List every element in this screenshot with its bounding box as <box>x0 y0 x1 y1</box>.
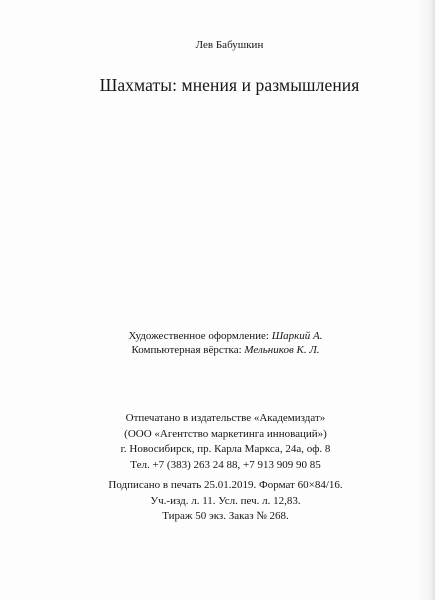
publisher-line: (ООО «Агентство маркетинга инноваций») <box>124 427 327 440</box>
publisher-line: Отпечатано в издательстве «Академиздат» <box>125 412 326 424</box>
design-credit-name: Шаркий А. <box>271 330 323 342</box>
imprint-line: Тираж 50 экз. Заказ № 268. <box>162 510 289 522</box>
imprint-block <box>0 478 435 525</box>
author-name: Лев Бабушкин <box>195 39 264 51</box>
credits-block <box>0 329 435 357</box>
publisher-block <box>0 411 435 473</box>
imprint-line: Подписано в печать 25.01.2019. Формат 60×84/16. <box>108 479 343 491</box>
publisher-phone: Тел. +7 (383) 263 24 88, +7 913 909 90 85 <box>130 458 321 471</box>
design-credit-label: Художественное оформление: <box>128 330 272 342</box>
layout-credit-name: Мельников К. Л. <box>244 344 320 356</box>
design-credit <box>16 329 435 343</box>
layout-credit-label: Компьютерная вёрстка: <box>131 344 245 356</box>
layout-credit <box>16 343 435 357</box>
imprint-line: Уч.-изд. л. 11. Усл. печ. л. 12,83. <box>150 494 301 507</box>
book-title: Шахматы: мнения и размышления <box>99 75 360 95</box>
publisher-address: г. Новосибирск, пр. Карла Маркса, 24а, оф. 8 <box>120 443 331 455</box>
